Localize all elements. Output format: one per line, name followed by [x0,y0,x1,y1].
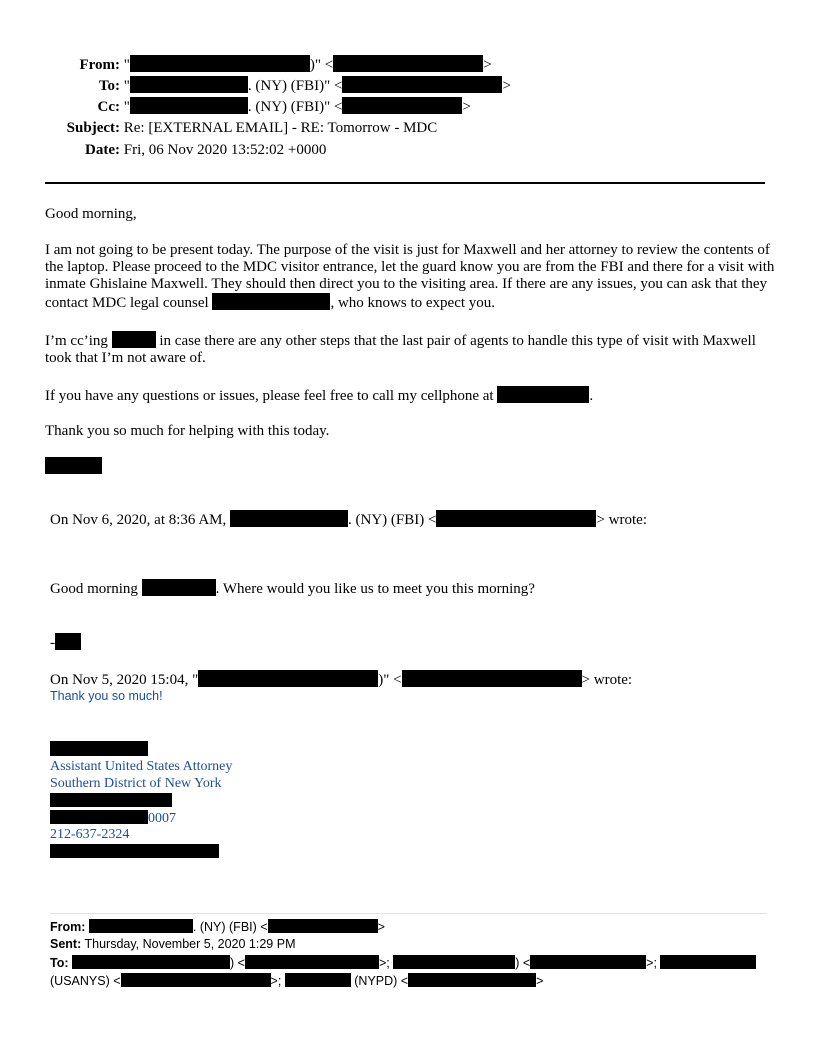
cc-label: Cc: [97,99,120,115]
redaction [130,55,310,72]
redaction [121,973,271,987]
to-label: To: [98,78,120,94]
redaction [245,955,379,969]
redaction [198,670,378,687]
body-paragraph-3: If you have any questions or issues, please feel free to call my cellphone at . [45,388,594,404]
sender-signature-redaction [45,457,102,474]
redaction [72,955,230,969]
redaction [50,810,148,824]
header-subject-row [0,119,437,138]
forward-to-row: To: ) < >; ) < >; [50,955,756,970]
header-cc-row: Cc: " . (NY) (FBI)" < > [0,97,471,117]
redaction [142,579,216,596]
redaction [408,973,536,987]
signature-office: Southern District of New York [50,776,222,791]
redaction [393,955,515,969]
header-to-row: To: " . (NY) (FBI)" < > [0,76,511,96]
forward-sent-row: Sent: Thursday, November 5, 2020 1:29 PM [50,937,296,951]
header-divider [45,182,765,184]
body-paragraph-2: I’m cc’ing in case there are any other steps that the last pair of agents to handle this type of visit with Maxwell took that I’m not aware of. [45,333,756,366]
signature-email-redaction [50,844,219,858]
redaction [497,386,589,403]
redaction [268,919,378,933]
quote1-message: Good morning . Where would you like us to meet you this morning? [50,581,535,597]
redaction [342,97,462,114]
forward-to-row-2: (USANYS) < >; (NYPD) < > [50,974,544,988]
redaction [112,331,156,348]
signature-title: Assistant United States Attorney [50,759,233,774]
quote1-signature: - [50,633,81,653]
body-paragraph-1: I am not going to be present today. The purpose of the visit is just for Maxwell and her attorney to review the contents of the laptop. Please proceed to the MDC visitor entrance, let the guard know you are from the FBI and there for a visit with inmate Ghislaine Maxwell. They should then direct you to the visiting area. If there are any issues, you can ask that they contact MDC legal counsel , who knows to expect you. [45,242,775,311]
redaction [660,955,756,969]
redaction [55,633,81,650]
redaction [285,973,351,987]
redaction [402,670,582,687]
signature-address-redaction [50,793,172,807]
date-label: Date: [85,142,120,158]
redaction [333,55,483,72]
redaction [130,76,248,93]
redaction [212,293,330,310]
quote2-thanks: Thank you so much! [50,689,163,703]
redaction [530,955,646,969]
header-date-row [0,141,326,160]
redaction [230,510,348,527]
signature-phone-line: 0007 [50,810,176,827]
redaction [342,76,502,93]
redaction [130,97,248,114]
quote1-attribution: On Nov 6, 2020, at 8:36 AM, . (NY) (FBI) < > wrote: [50,512,647,528]
body-paragraph-4: Thank you so much for helping with this today. [45,423,330,439]
redaction [436,510,596,527]
date-text: Fri, 06 Nov 2020 13:52:02 +0000 [123,142,327,158]
subject-label: Subject: [66,120,120,136]
subject-text: Re: [EXTERNAL EMAIL] - RE: Tomorrow - MDC [123,120,438,136]
forward-divider [50,913,767,914]
signature-name-redaction [50,741,148,756]
from-label: From: [79,57,120,73]
greeting: Good morning, [45,206,137,222]
signature-phone: 212-637-2324 [50,827,130,842]
redaction [89,919,193,933]
forward-from-row: From: . (NY) (FBI) < > [50,920,385,934]
quote2-attribution: On Nov 5, 2020 15:04, " )" < > wrote: [50,672,633,688]
header-from-row: From: " )" < > [0,55,492,75]
